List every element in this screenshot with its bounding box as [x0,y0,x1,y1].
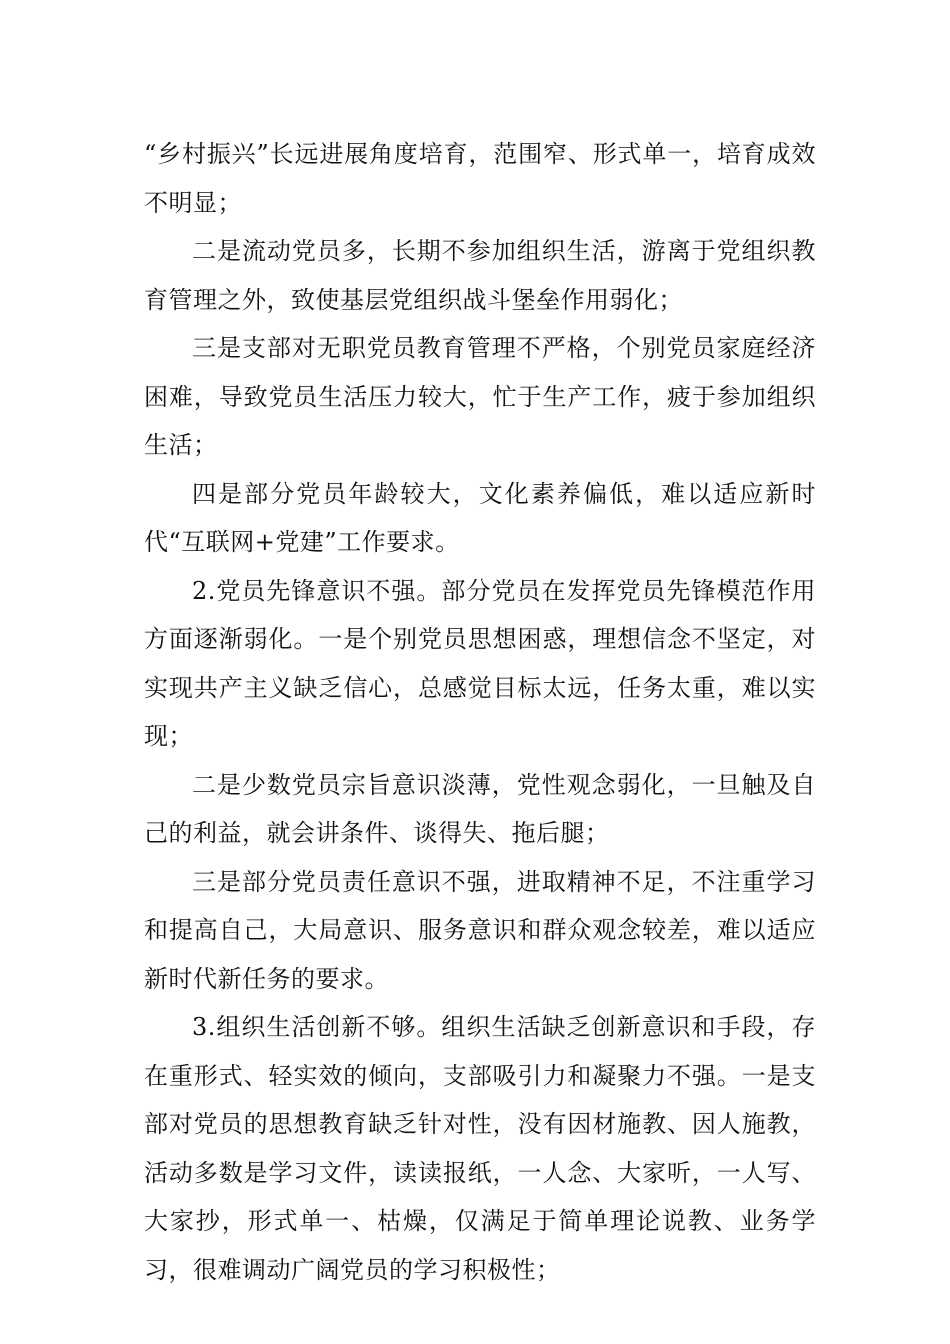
paragraph: 二是流动党员多，长期不参加组织生活，游离于党组织教育管理之外，致使基层党组织战斗堡垒作用弱化； [144,237,816,314]
document-body [144,130,816,1294]
paragraph: 三是部分党员责任意识不强，进取精神不足，不注重学习和提高自己，大局意识、服务意识和群众观念较差，难以适应新时代新任务的要求。 [144,867,816,993]
paragraph: “乡村振兴”长远进展角度培育，范围窄、形式单一，培育成效不明显； [144,140,816,217]
paragraph: 3.组织生活创新不够。组织生活缺乏创新意识和手段，存在重形式、轻实效的倾向，支部吸引力和凝聚力不强。一是支部对党员的思想教育缺乏针对性，没有因材施教、因人施教，活动多数是学习文件，读读报纸，一人念、大家听，一人写、大家抄，形式单一、枯燥，仅满足于简单理论说教、业务学习，很难调动广阔党员的学习积极性； [144,1013,816,1284]
paragraph: 二是少数党员宗旨意识淡薄，党性观念弱化，一旦触及自己的利益，就会讲条件、谈得失、拖后腿； [144,770,816,847]
paragraph: 四是部分党员年龄较大，文化素养偏低，难以适应新时代“互联网+党建”工作要求。 [144,479,816,556]
paragraph: 三是支部对无职党员教育管理不严格，个别党员家庭经济困难，导致党员生活压力较大，忙于生产工作，疲于参加组织生活； [144,334,816,459]
paragraph: 2.党员先锋意识不强。部分党员在发挥党员先锋模范作用方面逐渐弱化。一是个别党员思想困惑，理想信念不坚定，对实现共产主义缺乏信心，总感觉目标太远，任务太重，难以实现； [144,576,816,750]
